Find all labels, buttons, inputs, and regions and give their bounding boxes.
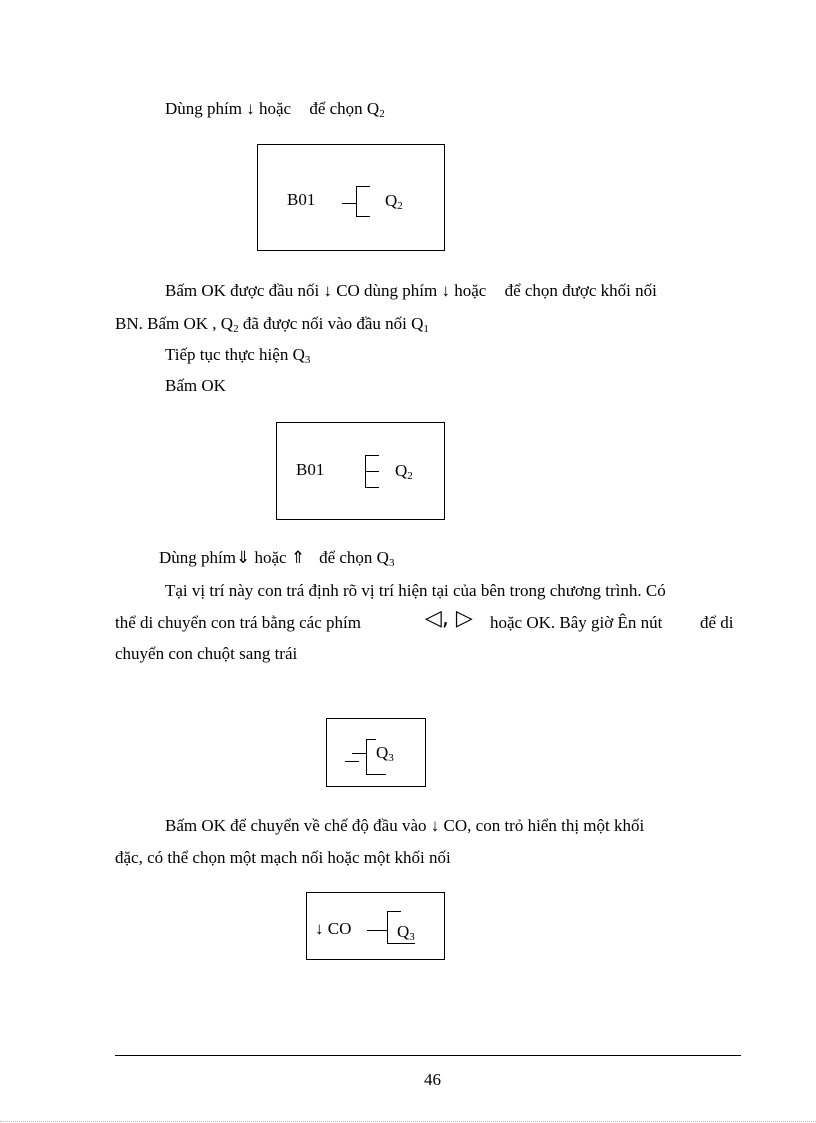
bracket-bottom [356, 216, 370, 217]
bracket-middle [365, 471, 379, 472]
down-arrow-icon: ↓ [441, 281, 450, 300]
paragraph-3: Tiếp tục thực hiện $Q_3$ [165, 345, 311, 366]
paragraph-7-line-1: Bấm OK để chuyển về chế độ đầu vào ↓ CO, con trỏ hiển thị một khối [165, 816, 645, 835]
bracket-vertical [366, 739, 367, 774]
paragraph-1: Dùng phím ↓ hoặc để chọn $Q_2$ [165, 99, 385, 120]
page-edge-dots [0, 1121, 816, 1122]
diagram-box-3 [326, 718, 426, 787]
bracket-top [352, 753, 366, 754]
q-label: $Q_2$ [385, 191, 403, 212]
connector-line [367, 930, 387, 931]
down-arrow-icon: ↓ [430, 816, 440, 835]
paragraph-6-line-2: thể di chuyển con trá bằng các phím ◁, ▷ hoặc OK. Bây giờ Ên nút để di [115, 606, 734, 632]
paragraph-2-line-2: BN. Bấm OK , $Q_2$ đã được nối vào đầu nối $Q_1$ [115, 314, 429, 335]
bracket-bottom [365, 487, 379, 488]
diagram-box-4 [306, 892, 445, 960]
double-up-arrow-icon: ⇑ [290, 548, 306, 567]
down-arrow-icon: ↓ [323, 281, 332, 300]
bracket-top [365, 455, 379, 456]
q-label: $Q_3$ [376, 743, 394, 764]
co-label: ↓ CO [315, 919, 352, 938]
down-arrow-icon: ↓ [246, 99, 255, 118]
paragraph-6-line-3: chuyển con chuột sang trái [115, 644, 298, 663]
bracket-top-right [366, 739, 376, 740]
bracket-vertical [387, 911, 388, 943]
block-label: B01 [287, 190, 316, 209]
left-right-triangle-icons: ◁, ▷ [425, 606, 473, 631]
page-number: 46 [424, 1070, 441, 1089]
connector-line [345, 761, 359, 762]
paragraph-7-line-2: đặc, có thể chọn một mạch nối hoặc một khối nối [115, 848, 451, 867]
bracket-vertical [356, 186, 357, 216]
block-label: B01 [296, 460, 325, 479]
q-label: $Q_3$ [397, 922, 415, 943]
bracket-bottom [387, 943, 415, 944]
bracket-bottom [366, 774, 386, 775]
diagram-box-2 [276, 422, 445, 520]
bracket-top [356, 186, 370, 187]
paragraph-6-line-1: Tại vị trí này con trá định rõ vị trí hiện tại của bên trong chương trình. Có [165, 581, 666, 600]
down-arrow-icon: ↓ [315, 919, 324, 938]
paragraph-2-line-1: Bấm OK được đầu nối ↓ CO dùng phím ↓ hoặc để chọn được khối nối [165, 281, 657, 300]
connector-line [342, 203, 356, 204]
bracket-top [387, 911, 401, 912]
footer-rule [115, 1055, 741, 1056]
paragraph-4: Bấm OK [165, 376, 226, 395]
double-down-arrow-icon: ⇓ [235, 548, 251, 567]
q-label: $Q_2$ [395, 461, 413, 482]
diagram-box-1 [257, 144, 445, 251]
paragraph-5: Dùng phím⇓ hoặc ⇑ để chọn $Q_3$ [159, 548, 395, 569]
